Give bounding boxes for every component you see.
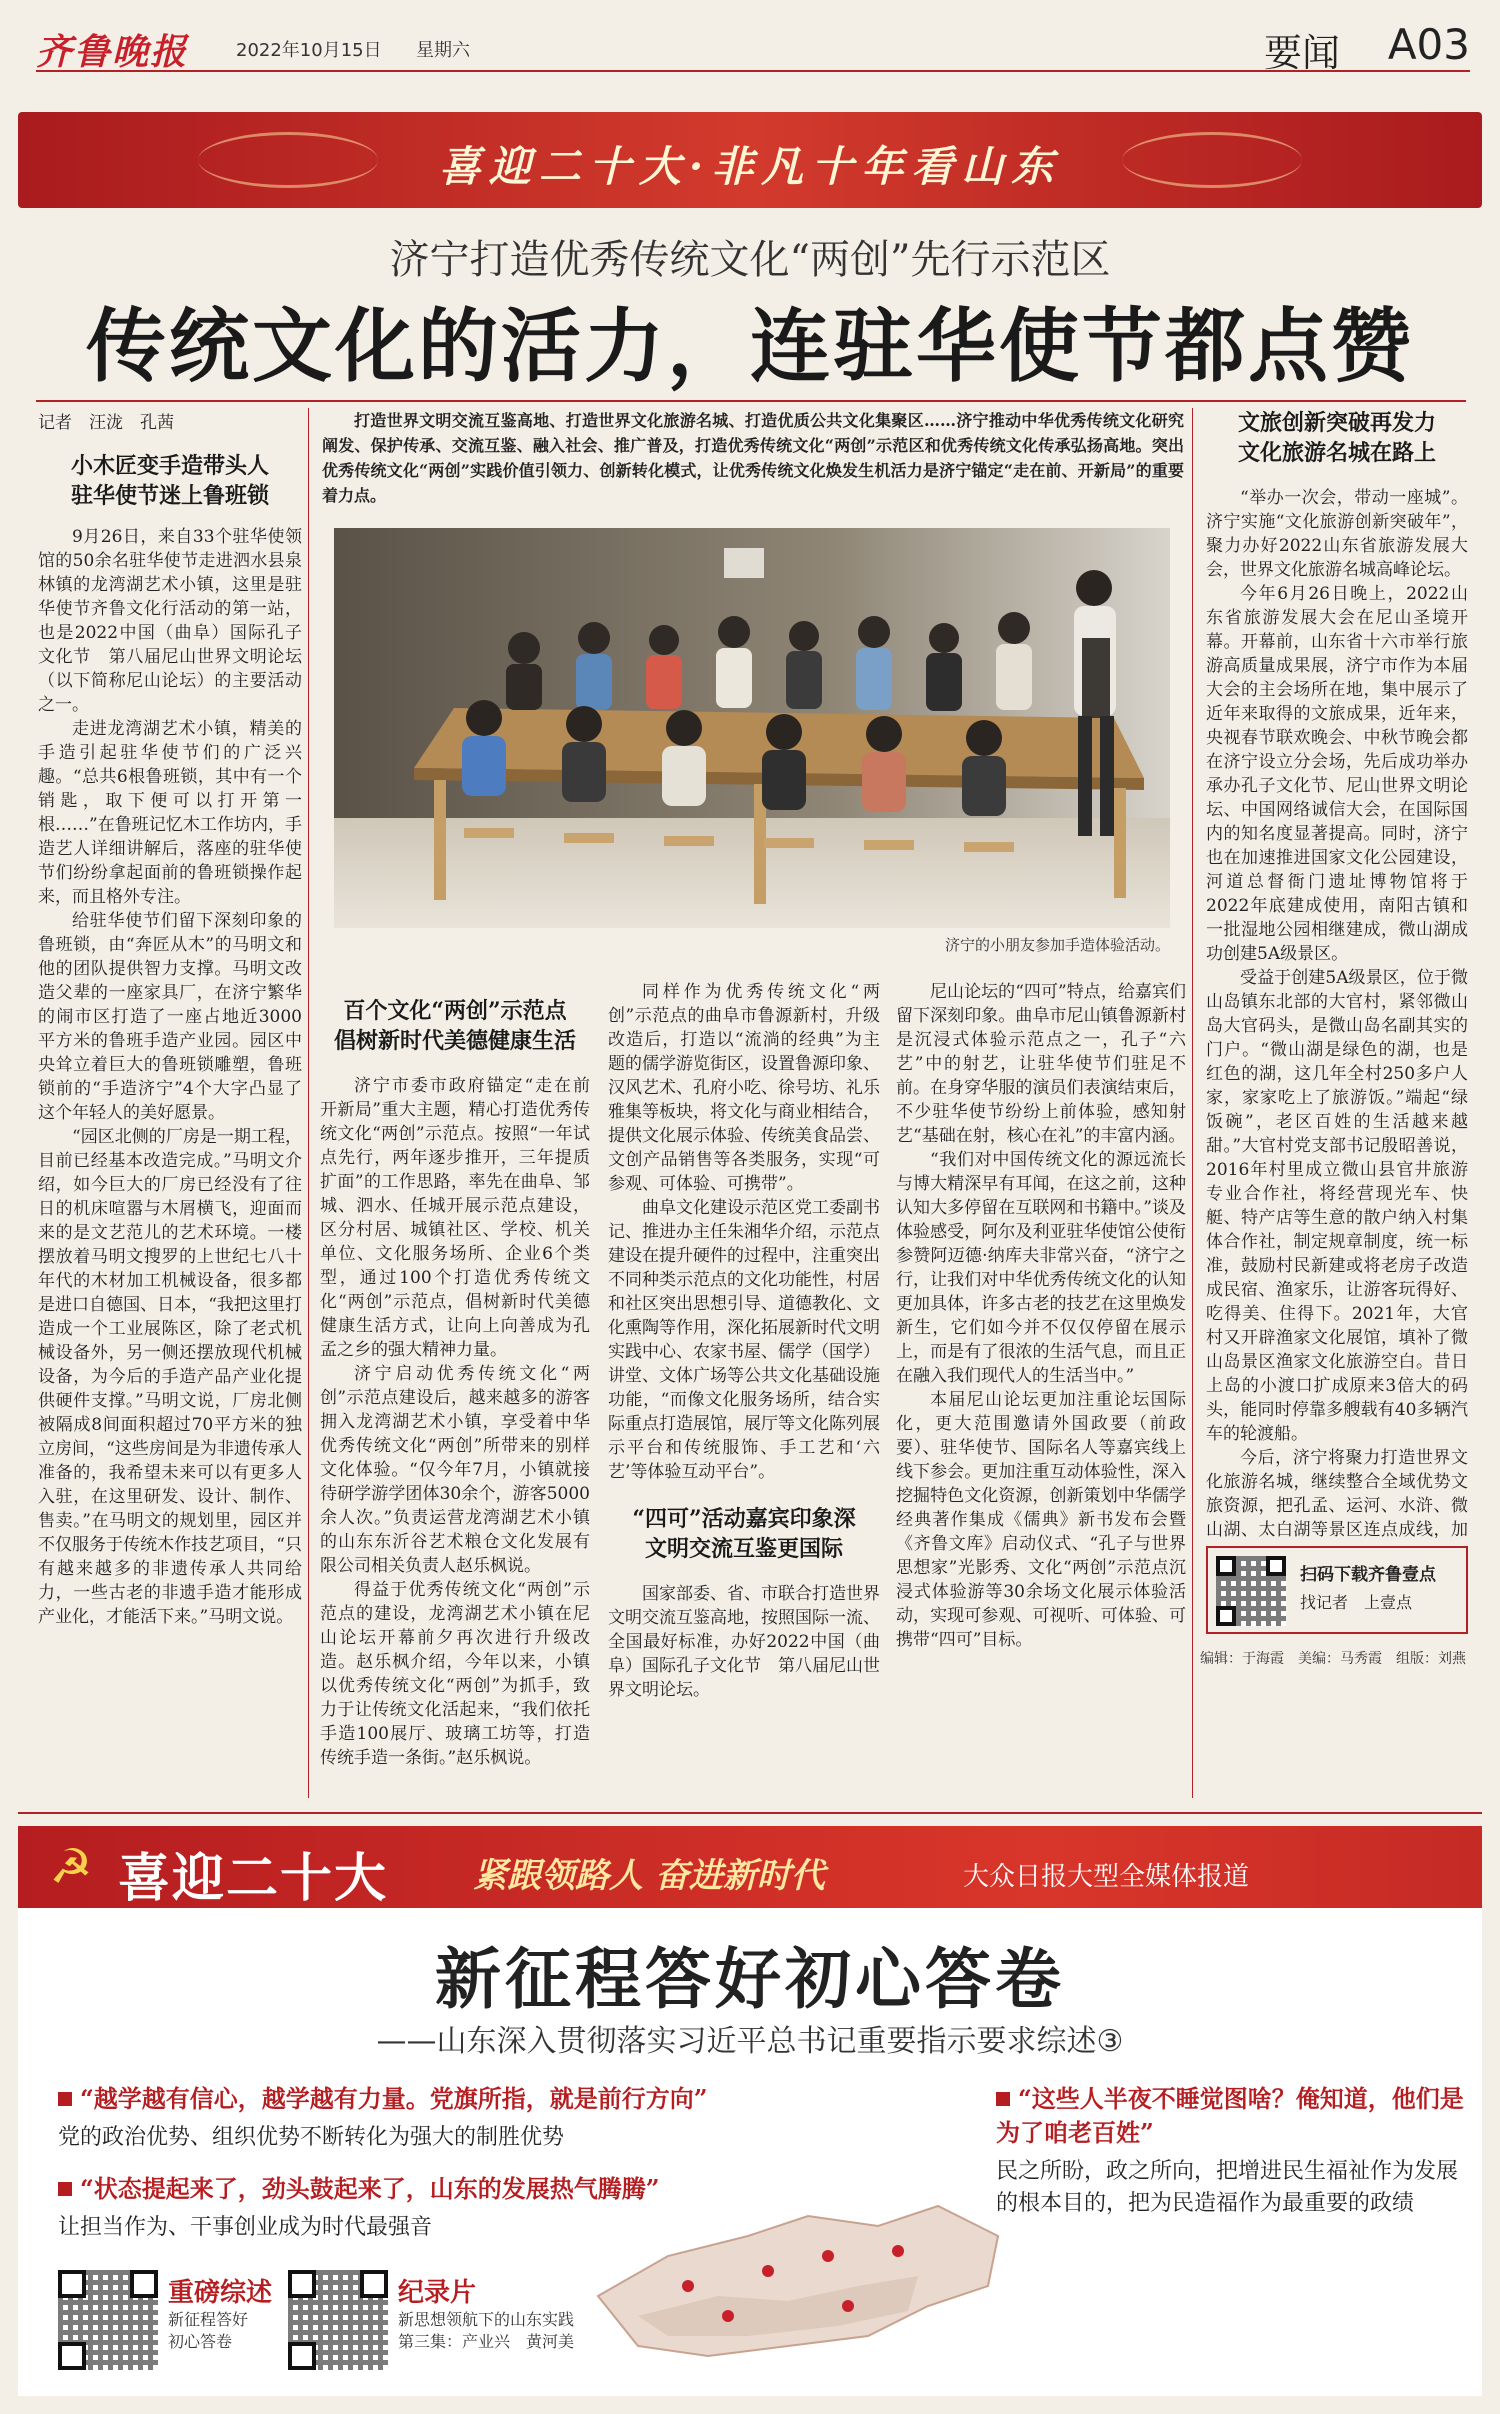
ad-publisher-note: 大众日报大型全媒体报道 bbox=[963, 1862, 1250, 1892]
column-a bbox=[38, 408, 302, 1788]
photo-caption: 济宁的小朋友参加手造体验活动。 bbox=[944, 936, 1170, 954]
issue-weekday: 星期六 bbox=[416, 40, 470, 61]
section-divider bbox=[18, 1812, 1482, 1814]
column-rule bbox=[1192, 408, 1193, 1798]
paragraph: 今后，济宁将聚力打造世界文化旅游名城，继续整合全域优势文旅资源，把孔孟、运河、水浒、微山湖、太白湖等景区连点成线，加 bbox=[1206, 1448, 1468, 1538]
ad-slogan: 喜迎二十大 bbox=[118, 1848, 389, 1909]
paragraph: 同样作为优秀传统文化“两创”示范点的曲阜市鲁源新村，升级改造后，打造以“流淌的经典”为主题的儒学游览街区，设置鲁源印象、汉风艺术、孔府小吃、徐号坊、礼乐雅集等板块，将文化与商业相结合，提供文化展示体验、传统美食品尝、文创产品销售等各类服务，实现“可参观、可体验、可携带”。 bbox=[608, 982, 880, 1194]
qr-label-documentary bbox=[398, 2272, 574, 2353]
paragraph: 济宁启动优秀传统文化“两创”示范点建设后，越来越多的游客拥入龙湾湖艺术小镇，享受着中华优秀传统文化“两创”所带来的别样文化体验。“仅今年7月，小镇就接待研学游学团体30余个，游客5000余人次。”负责运营龙湾湖艺术小镇的山东东沂谷艺术粮仓文化发展有限公司相关负责人赵乐枫说。 bbox=[320, 1364, 590, 1576]
qr-line: 第三集：产业兴 黄河美 bbox=[398, 2332, 575, 2351]
issue-date: 2022年10月15日 bbox=[236, 40, 382, 61]
article-summary: 打造世界文明交流互鉴高地、打造世界文化旅游名城、打造优质公共文化集聚区……济宁推动中华优秀传统文化研究阐发、保护传承、交流互鉴、融入社会、推广普及，打造优秀传统文化“两创”示范区和优秀传统文化传承弘扬高地。突出优秀传统文化“两创”实践价值引领力、创新转化模式，让优秀传统文化焕发生机活力是济宁锚定“走在前、开新局”的重要着力点。 bbox=[322, 411, 1184, 505]
paragraph: “园区北侧的厂房是一期工程，目前已经基本改造完成。”马明文介绍，如今巨大的厂房已经没有了往日的机床喧嚣与木屑横飞，迎面而来的是文艺范儿的艺术环境。一楼摆放着马明文搜罗的上世纪七八十年代的木材加工机械设备，很多都是进口自德国、日本，“我把这里打造成一个工业展陈区，除了老式机械设备外，另一侧还摆放现代机械设备，为今后的手造产品产业化提供硬件支撑。”马明文说，厂房北侧被隔成8间面积超过70平方米的独立房间，“这些房间是为非遗传承人准备的，我希望未来可以有更多人入驻，在这里研发、设计、制作、售卖。”在马明文的规划里，园区并不仅服务于传统木作技艺项目，“只有越来越多的非遗传承人共同给力，一些古老的非遗手造才能形成产业化，才能活下来。”马明文说。 bbox=[38, 1127, 302, 1627]
column-d bbox=[896, 980, 1186, 1790]
column-b bbox=[320, 990, 590, 1790]
paragraph: 今年6月26日晚上，2022山东省旅游发展大会在尼山圣境开幕。开幕前，山东省十六市举行旅游高质量成果展，济宁市作为本届大会的主会场所在地，集中展示了近年来取得的文旅成果，近年来，央视春节联欢晚会、中秋节晚会都在济宁设立分会场，先后成功举办承办孔子文化节、尼山世界文明论坛、中国网络诚信大会，在国际国内的知名度显著提高。同时，济宁也在加速推进国家文化公园建设，河道总督衙门遗址博物馆将于2022年底建成使用，南阳古镇和一批湿地公园相继建成，微山湖成功创建5A级景区。 bbox=[1206, 584, 1468, 964]
paragraph: 济宁市委市政府锚定“走在前 开新局”重大主题，精心打造优秀传统文化“两创”示范点。按照“一年试点先行，两年逐步推开，三年提质扩面”的工作思路，率先在曲阜、邹城、泗水、任城开展示范点建设，区分村居、城镇社区、学校、机关单位、文化服务场所、企业6个类型，通过100个打造优秀传统文化“两创”示范点，倡树新时代美德健康生活方式，让向上向善成为孔孟之乡的强大精神力量。 bbox=[320, 1076, 590, 1360]
paragraph: 得益于优秀传统文化“两创”示范点的建设，龙湾湖艺术小镇在尼山论坛开幕前夕再次进行升级改造。赵乐枫介绍，今年以来，小镇以优秀传统文化“两创”为抓手，致力于让传统文化活起来，“我们依托手造100展厅、玻璃工坊等，打造传统手造一条街。”赵乐枫说。 bbox=[320, 1580, 590, 1768]
paragraph: 曲阜文化建设示范区党工委副书记、推进办主任朱湘华介绍，示范点建设在提升硬件的过程中，注重突出不同种类示范点的文化功能性，村居和社区突出思想引导、道德教化、文化熏陶等作用，深化拓展新时代文明实践中心、农家书屋、儒学（国学）讲堂、文体广场等公共文化基础设施功能，“而像文化服务场所，结合实际重点打造展馆，展厅等文化陈列展示平台和传统服饰、手工艺和‘六艺’等体验互动平台”。 bbox=[608, 1198, 880, 1482]
ad-item-title[interactable]: “越学越有信心，越学越有力量。党旗所指，就是前行方向” bbox=[58, 2082, 758, 2116]
masthead bbox=[36, 20, 1470, 75]
ad-subtitle: ——山东深入贯彻落实习近平总书记重要指示要求综述③ bbox=[376, 2024, 1124, 2059]
column-rule bbox=[36, 400, 1466, 402]
article-headline: 传统文化的活力，连驻华使节都点赞 bbox=[86, 299, 1414, 393]
qr-code-icon[interactable] bbox=[288, 2270, 388, 2370]
paragraph: 受益于创建5A级景区，位于微山岛镇东北部的大官村，紧邻微山岛大官码头，是微山岛名副其实的门户。“微山湖是绿色的湖，也是红色的湖，这几年全村250多户人家，家家吃上了旅游饭。”端起“绿饭碗”，老区百姓的生活越来越甜。”大官村党支部书记殷昭善说，2016年村里成立微山县官井旅游专业合作社，将经营现光车、快艇、特产店等生意的散户纳入村集体合作社，制定规章制度，统一标准，鼓励村民新建或将老房子改造成民宿、渔家乐，让游客玩得好、吃得美、住得下。2021年，大官村又开辟渔家文化展馆，填补了微山岛景区渔家文化旅游空白。昔日上岛的小渡口扩成原来3倍大的码头，能同时停靠多艘载有40多辆汽车的轮渡船。 bbox=[1206, 968, 1468, 1444]
newspaper-logo: 齐鲁晚报 bbox=[36, 31, 189, 73]
qr-code-icon[interactable] bbox=[58, 2270, 158, 2370]
ad-header-band bbox=[18, 1826, 1482, 1908]
article-photo bbox=[334, 528, 1170, 928]
column-rule bbox=[308, 408, 309, 1798]
ad-tagline: 紧跟领路人 奋进新时代 bbox=[473, 1856, 825, 1896]
ad-item[interactable] bbox=[58, 2082, 758, 2154]
app-download-title: 扫码下载齐鲁壹点 bbox=[1300, 1565, 1436, 1585]
ad-item-title[interactable]: “这些人半夜不睡觉图啥？俺知道，他们是为了咱老百姓” bbox=[996, 2082, 1466, 2150]
article-kicker: 济宁打造优秀传统文化“两创”先行示范区 bbox=[389, 237, 1111, 283]
paragraph: 国家部委、省、市联合打造世界文明交流互鉴高地，按照国际一流、全国最好标准，办好2022中国（曲阜）国际孔子文化节 第八届尼山世界文明论坛。 bbox=[608, 1584, 880, 1700]
promo-ad bbox=[18, 1826, 1482, 2396]
paragraph: “我们对中国传统文化的源远流长与博大精深早有耳闻，在这之前，这种认知大多停留在互联网和书籍中。”谈及体验感受，阿尔及利亚驻华使馆公使衔参赞阿迈德·纳库夫非常兴奋，“济宁之行，让我们对中华优秀传统文化的认知更加具体，许多古老的技艺在这里焕发新生，它们如今并不仅仅停留在展示上，而是有了很浓的生活气息，而且正在融入我们现代人的生活当中。” bbox=[896, 1150, 1186, 1386]
shandong-map-icon bbox=[578, 2176, 1018, 2376]
subhead-a: 小木匠变手造带头人 驻华使节迷上鲁班锁 bbox=[70, 453, 269, 509]
paragraph: 走进龙湾湖艺术小镇，精美的手造引起驻华使节们的广泛兴趣。“总共6根鲁班锁，其中有一个销匙，取下便可以打开第一根……”在鲁班记忆木工作坊内，手造艺人详细讲解后，落座的驻华使节们纷纷拿起面前的鲁班锁操作起来，而且格外专注。 bbox=[38, 719, 302, 907]
hammer-sickle-icon: ☭ bbox=[49, 1839, 93, 1895]
app-download-box[interactable] bbox=[1206, 1546, 1468, 1634]
qr-heading: 纪录片 bbox=[398, 2278, 477, 2308]
ad-item-desc: 党的政治优势、组织优势不断转化为强大的制胜优势 bbox=[58, 2125, 565, 2150]
paragraph: 9月26日，来自33个驻华使领馆的50余名驻华使节走进泗水县泉林镇的龙湾湖艺术小镇，这里是驻华使节齐鲁文化行活动的第一站，也是2022中国（曲阜）国际孔子文化节 第八届尼山世界文明论坛（以下简称尼山论坛）的主要活动之一。 bbox=[38, 527, 302, 715]
qr-heading: 重磅综述 bbox=[168, 2278, 273, 2308]
qr-line: 新征程答好 bbox=[168, 2310, 249, 2329]
paragraph: 本届尼山论坛更加注重论坛国际化，更大范围邀请外国政要（前政要）、驻华使节、国际名人等嘉宾线上线下参会。更加注重互动体验性，深入挖掘特色文化资源，创新策划中华儒学经典著作集成《儒典》新书发布会暨《齐鲁文库》启动仪式、“孔子与世界思想家”光影秀、文化“两创”示范点沉浸式体验游等30余场文化展示体验活动，实现可参观、可视听、可体验、可携带“四可”目标。 bbox=[896, 1390, 1186, 1650]
byline: 记者 汪泷 孔茜 bbox=[38, 413, 174, 433]
qr-line: 初心答卷 bbox=[168, 2332, 233, 2351]
editor-credits: 编辑：于海霞 美编：马秀霞 组版：刘燕 bbox=[1200, 1651, 1466, 1667]
ad-item-desc: 让担当作为、干事创业成为时代最强音 bbox=[58, 2215, 433, 2240]
photo-illustration bbox=[334, 528, 1170, 928]
banner-text: 喜迎二十大·非凡十年看山东 bbox=[438, 142, 1062, 191]
app-download-sub: 找记者 上壹点 bbox=[1300, 1593, 1413, 1612]
section-name: 要闻 bbox=[1263, 31, 1340, 75]
theme-banner bbox=[18, 112, 1482, 208]
qr-label-summary bbox=[168, 2272, 272, 2353]
paragraph: 尼山论坛的“四可”特点，给嘉宾们留下深刻印象。曲阜市尼山镇鲁源新村是沉浸式体验示范点之一，孔子“六艺”中的射艺，让驻华使节们驻足不前。在身穿华服的演员们表演结束后，不少驻华使节纷纷上前体验，感知射艺“基础在射，核心在礼”的丰富内涵。 bbox=[896, 982, 1186, 1146]
subhead-e: 文旅创新突破再发力 文化旅游名城在路上 bbox=[1237, 410, 1436, 466]
ad-item-desc: 民之所盼，政之所向，把增进民生福祉作为发展的根本目的，把为民造福作为最重要的政绩 bbox=[996, 2159, 1459, 2216]
column-c bbox=[608, 980, 880, 1790]
qr-code-icon[interactable] bbox=[1216, 1556, 1286, 1626]
ad-item-title[interactable]: “状态提起来了，劲头鼓起来了，山东的发展热气腾腾” bbox=[58, 2172, 758, 2206]
ad-title: 新征程答好初心答卷 bbox=[435, 1940, 1065, 2018]
subhead-c: “四可”活动嘉宾印象深 文明交流互鉴更国际 bbox=[632, 1506, 856, 1562]
qr-line: 新思想领航下的山东实践 bbox=[398, 2310, 575, 2329]
column-e bbox=[1206, 408, 1468, 1538]
paragraph: 给驻华使节们留下深刻印象的鲁班锁，由“奔匠从木”的马明文和他的团队提供智力支撑。马明文改造父辈的一座家具厂，在济宁繁华的闹市区打造了一座占地近3000平方米的鲁班手造产业园。园区中央耸立着巨大的鲁班锁雕塑，鲁班锁前的“手造济宁”4个大字凸显了这个年轻人的美好愿景。 bbox=[38, 911, 302, 1123]
paragraph: “举办一次会，带动一座城”。济宁实施“文化旅游创新突破年”，聚力办好2022山东省旅游发展大会，世界文化旅游名城高峰论坛。 bbox=[1206, 488, 1468, 580]
subhead-b: 百个文化“两创”示范点 倡树新时代美德健康生活 bbox=[333, 998, 576, 1054]
ad-item[interactable] bbox=[996, 2082, 1466, 2220]
page-number: A03 bbox=[1387, 20, 1470, 69]
